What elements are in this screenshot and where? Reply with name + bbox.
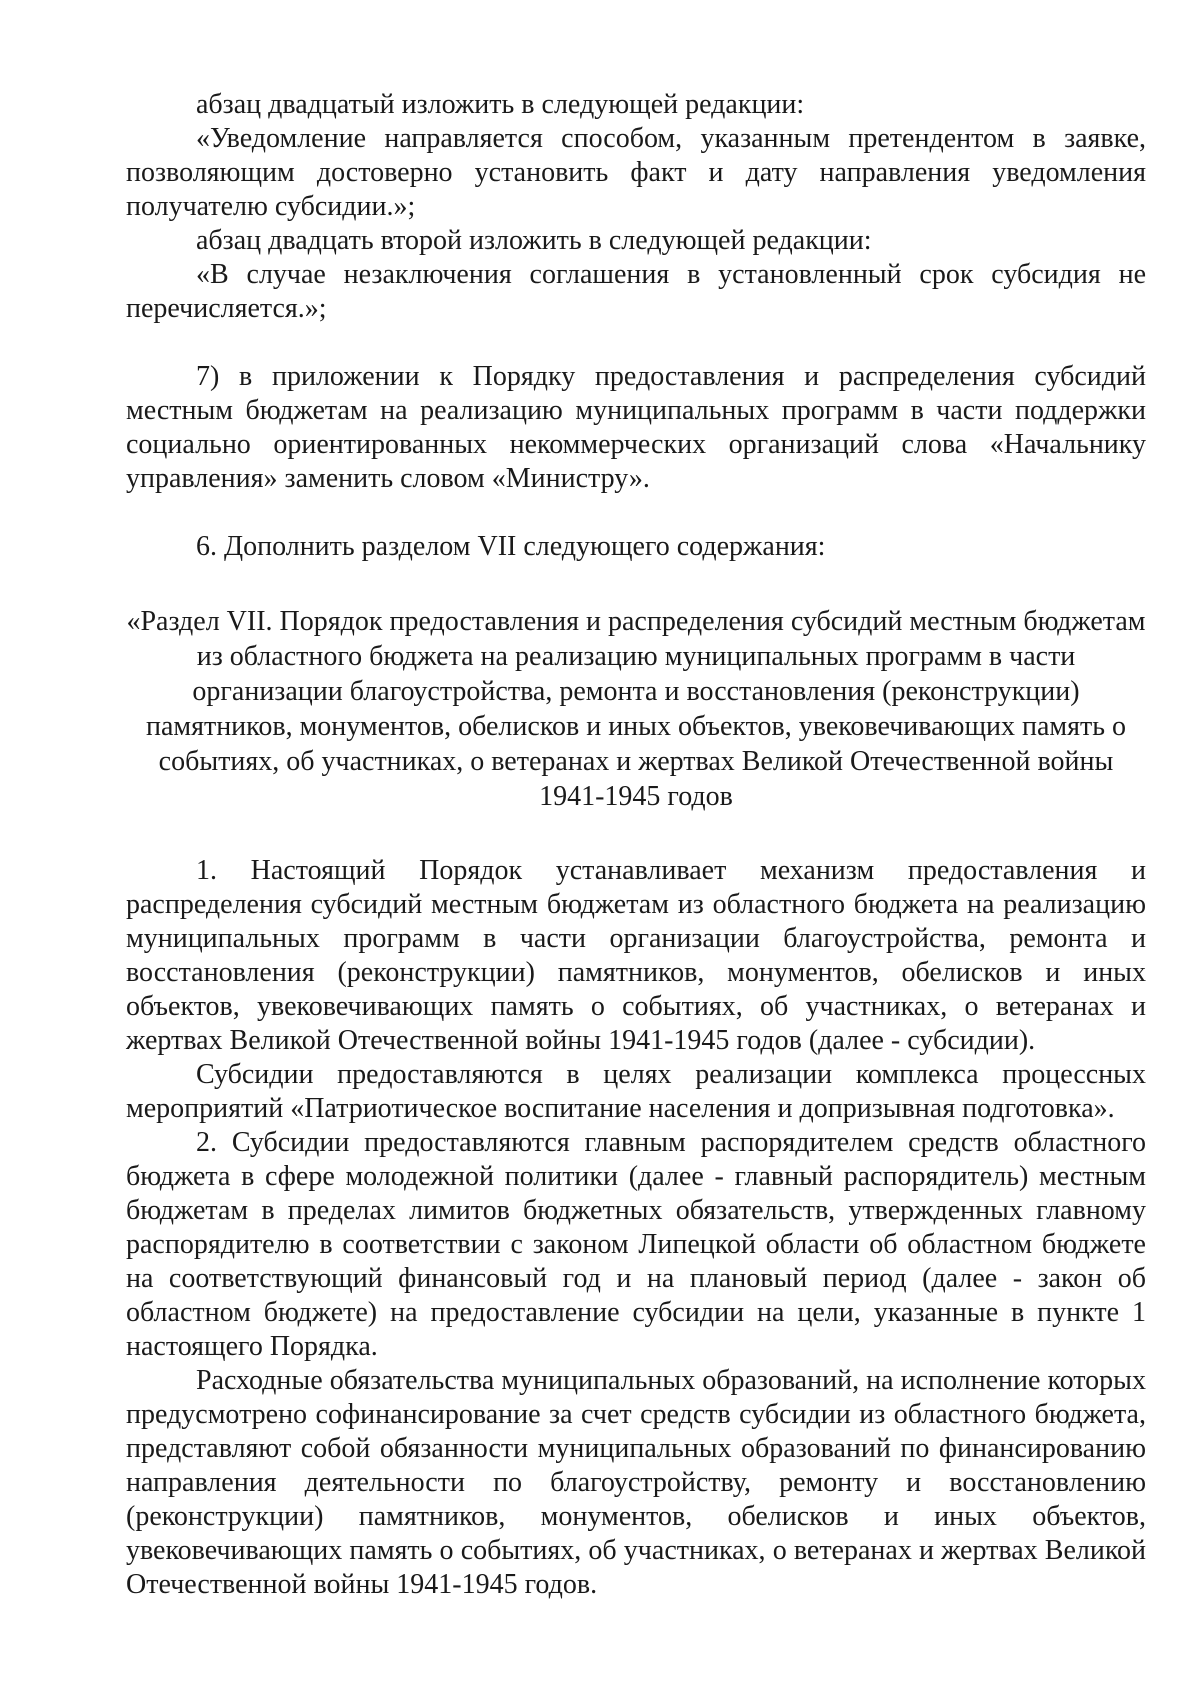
paragraph-point-1: 1. Настоящий Порядок устанавливает механизм предоставления и распределения субсидий местным бюджетам из областного бюджета на реализацию муниципальных программ в части организации благоустройства, ремонта и восстановления (реконструкции) памятников, монументов, обелисков и иных объектов, увековечивающих память о событиях, об участниках, о ветеранах и жертвах Великой Отечественной войны 1941-1945 годов (далее - субсидии). <box>126 855 1146 1056</box>
document-body <box>126 88 1146 1602</box>
paragraph-amend-22: абзац двадцать второй изложить в следующей редакции: <box>196 225 872 256</box>
paragraph-no-agreement: «В случае незаключения соглашения в установленный срок субсидия не перечисляется.»; <box>126 259 1146 324</box>
paragraph-item-7: 7) в приложении к Порядку предоставления и распределения субсидий местным бюджетам на реализацию муниципальных программ в части поддержки социально ориентированных некоммерческих организаций слова «Начальнику управления» заменить словом «Министру». <box>126 361 1146 494</box>
paragraph-item-6: 6. Дополнить разделом VII следующего содержания: <box>196 531 826 562</box>
section-heading: «Раздел VII. Порядок предоставления и распределения субсидий местным бюджетам из областного бюджета на реализацию муниципальных программ в части организации благоустройства, ремонта и восстановления (реконструкции) памятников, монументов, обелисков и иных объектов, увековечивающих память о событиях, об участниках, о ветеранах и жертвах Великой Отечественной войны 1941-1945 годов <box>126 606 1146 812</box>
paragraph-point-2: 2. Субсидии предоставляются главным распорядителем средств областного бюджета в сфере молодежной политики (далее - главный распорядитель) местным бюджетам в пределах лимитов бюджетных обязательств, утвержденных главному распорядителю в соответствии с законом Липецкой области об областном бюджете на соответствующий финансовый год и на плановый период (далее - закон об областном бюджете) на предоставление субсидии на цели, указанные в пункте 1 настоящего Порядка. <box>126 1127 1146 1362</box>
paragraph-subsidy-purpose: Субсидии предоставляются в целях реализации комплекса процессных мероприятий «Патриотическое воспитание населения и допризывная подготовка». <box>126 1059 1146 1124</box>
paragraph-expense-obligations: Расходные обязательства муниципальных образований, на исполнение которых предусмотрено софинансирование за счет средств субсидии из областного бюджета, представляют собой обязанности муниципальных образований по финансированию направления деятельности по благоустройству, ремонту и восстановлению (реконструкции) памятников, монументов, обелисков и иных объектов, увековечивающих память о событиях, об участниках, о ветеранах и жертвах Великой Отечественной войны 1941-1945 годов. <box>126 1365 1146 1600</box>
paragraph-amend-20: абзац двадцатый изложить в следующей редакции: <box>196 89 805 120</box>
paragraph-notice-method: «Уведомление направляется способом, указанным претендентом в заявке, позволяющим достоверно установить факт и дату направления уведомления получателю субсидии.»; <box>126 123 1146 222</box>
